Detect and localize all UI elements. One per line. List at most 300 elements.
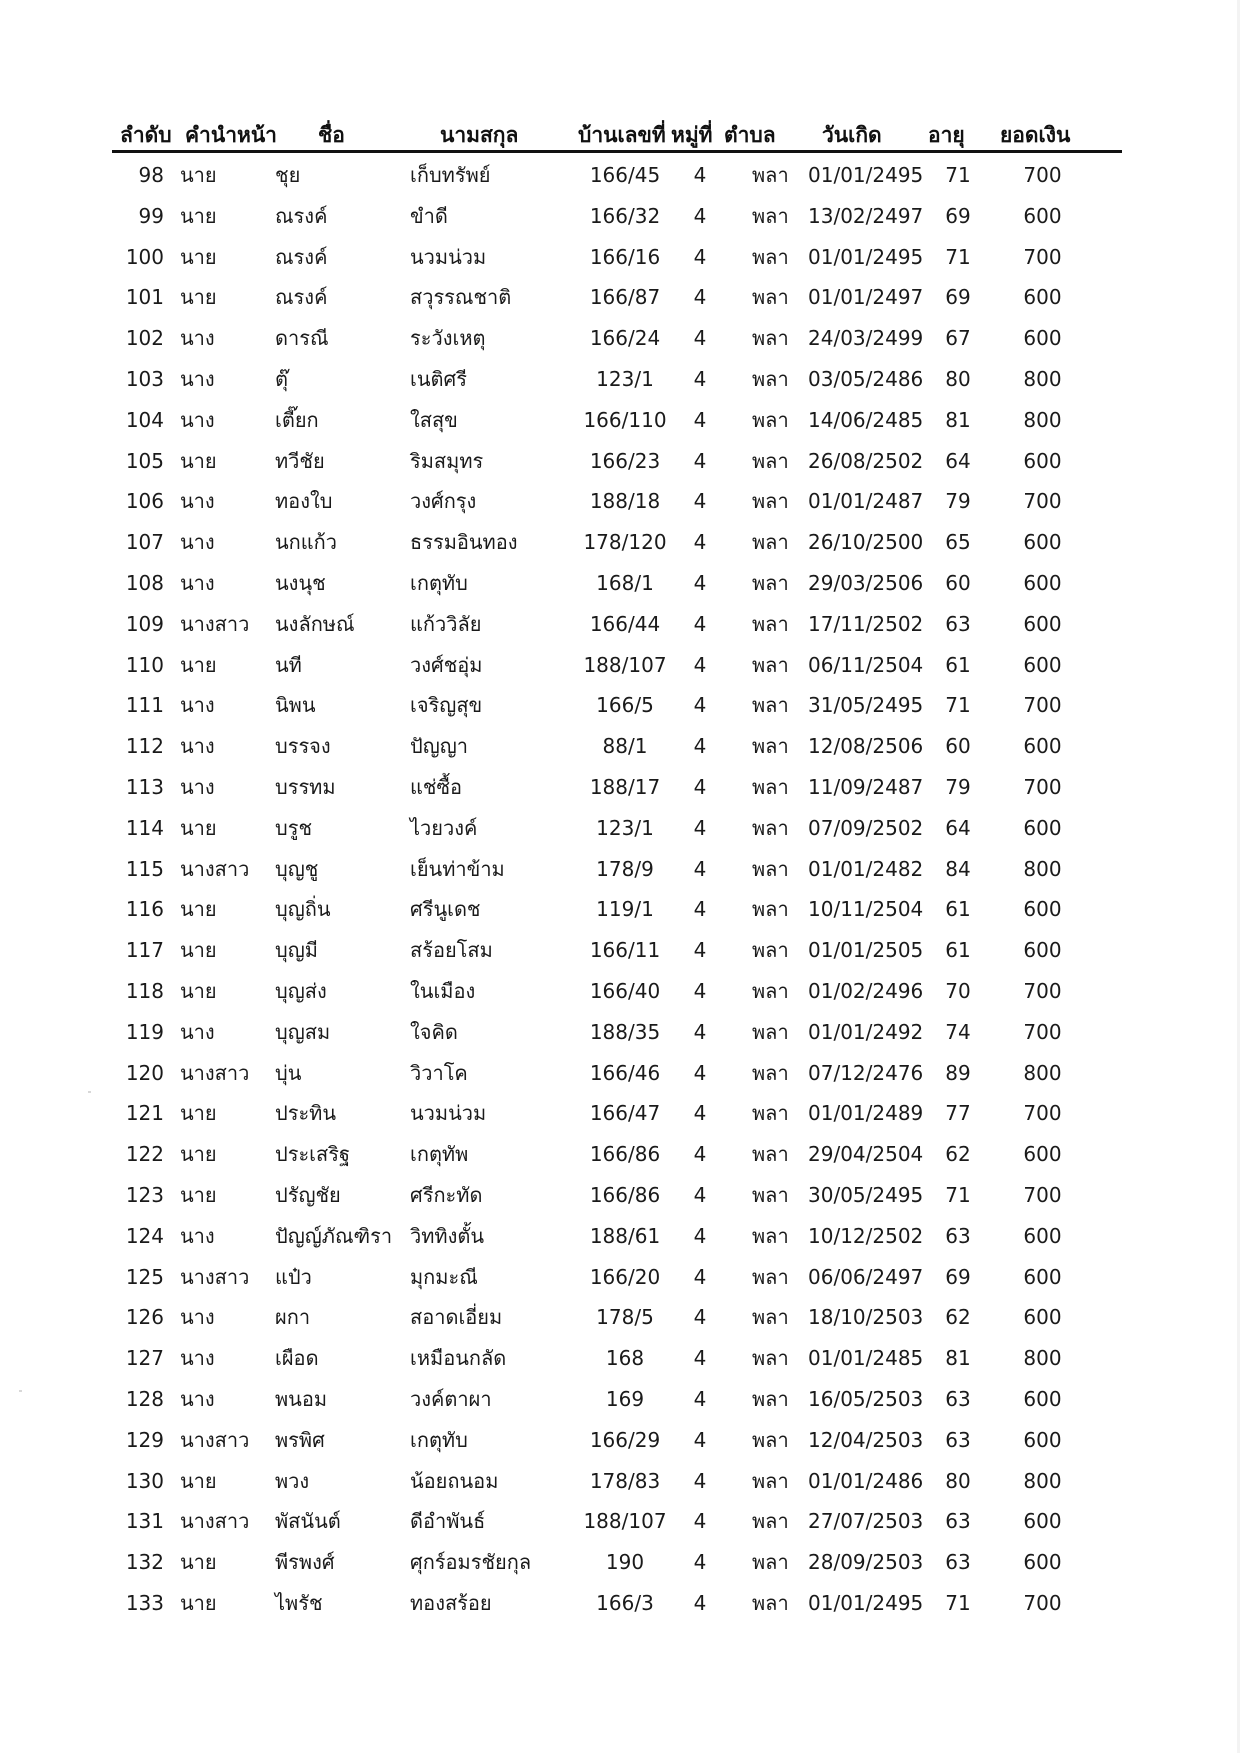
row-prefix: นาง <box>180 1346 215 1371</box>
row-moo: 4 <box>693 1060 707 1085</box>
row-first-name: เผือด <box>275 1346 319 1371</box>
row-dob: 01/01/2495 <box>808 244 924 269</box>
table-row <box>0 1177 1240 1213</box>
row-number: 102 <box>125 326 164 351</box>
scan-speck <box>88 1091 91 1093</box>
row-moo: 4 <box>693 1427 707 1452</box>
table-row <box>0 687 1240 723</box>
row-moo: 4 <box>693 1183 707 1207</box>
row-house-no: 166/86 <box>589 1183 661 1207</box>
row-dob: 29/04/2504 <box>808 1142 924 1167</box>
row-house-no: 166/40 <box>589 979 661 1003</box>
row-house-no: 166/32 <box>589 203 661 228</box>
row-prefix: นาย <box>180 938 217 963</box>
row-age: 61 <box>945 652 971 677</box>
row-last-name: ธรรมอินทอง <box>410 530 518 555</box>
row-amount: 600 <box>1023 326 1062 351</box>
row-house-no: 188/107 <box>583 652 667 677</box>
row-moo: 4 <box>693 489 707 514</box>
table-row <box>0 157 1240 193</box>
row-house-no: 168 <box>605 1346 645 1371</box>
row-prefix: นางสาว <box>180 856 250 881</box>
row-tambon: พลา <box>752 815 789 840</box>
row-first-name: บรรจง <box>275 734 331 759</box>
row-prefix: นาง <box>180 326 215 351</box>
row-amount: 600 <box>1023 897 1062 922</box>
row-last-name: ระวังเหตุ <box>410 326 486 351</box>
row-prefix: นางสาว <box>180 1060 250 1085</box>
row-number: 121 <box>125 1101 164 1126</box>
row-first-name: พีรพงศ์ <box>275 1550 335 1575</box>
row-age: 62 <box>945 1305 971 1330</box>
row-number: 109 <box>125 611 164 636</box>
row-house-no: 166/46 <box>589 1060 661 1085</box>
table-row <box>0 1585 1240 1621</box>
row-tambon: พลา <box>752 1550 789 1575</box>
row-tambon: พลา <box>752 1387 789 1411</box>
row-number: 122 <box>125 1142 164 1167</box>
row-prefix: นางสาว <box>180 1264 250 1289</box>
row-house-no: 166/24 <box>589 326 661 351</box>
row-prefix: นาง <box>180 1387 215 1411</box>
row-moo: 4 <box>693 1591 707 1615</box>
row-house-no: 119/1 <box>596 897 654 922</box>
row-amount: 800 <box>1023 1468 1062 1493</box>
row-last-name: เนติศรี <box>410 367 467 391</box>
row-dob: 12/04/2503 <box>808 1427 924 1452</box>
row-prefix: นาย <box>180 1101 217 1126</box>
row-prefix: นางสาว <box>180 611 250 636</box>
row-first-name: ไพรัช <box>275 1591 323 1615</box>
row-age: 60 <box>945 734 971 759</box>
row-dob: 24/03/2499 <box>808 326 924 351</box>
row-amount: 700 <box>1023 1019 1062 1044</box>
row-first-name: ประเสริฐ <box>275 1142 350 1167</box>
row-last-name: ศรีกะทัด <box>410 1183 483 1207</box>
table-row <box>0 973 1240 1009</box>
row-tambon: พลา <box>752 448 789 473</box>
row-number: 118 <box>125 979 164 1003</box>
row-dob: 27/07/2503 <box>808 1509 924 1534</box>
row-number: 98 <box>138 163 164 187</box>
row-dob: 01/01/2505 <box>808 938 924 963</box>
row-moo: 4 <box>693 1305 707 1330</box>
row-amount: 800 <box>1023 1060 1062 1085</box>
row-dob: 28/09/2503 <box>808 1550 924 1575</box>
table-row <box>0 239 1240 275</box>
row-dob: 10/11/2504 <box>808 897 924 922</box>
row-first-name: บุญสม <box>275 1019 331 1044</box>
row-tambon: พลา <box>752 1427 789 1452</box>
row-tambon: พลา <box>752 1591 789 1615</box>
row-age: 63 <box>945 1509 971 1534</box>
row-moo: 4 <box>693 326 707 351</box>
row-last-name: วงศ์กรุง <box>410 489 477 514</box>
row-first-name: ดารณี <box>275 326 329 351</box>
row-first-name: ณรงค์ <box>275 285 328 310</box>
row-moo: 4 <box>693 856 707 881</box>
row-moo: 4 <box>693 815 707 840</box>
row-age: 69 <box>945 1264 971 1289</box>
row-prefix: นาย <box>180 163 217 187</box>
row-number: 100 <box>125 244 164 269</box>
table-row <box>0 769 1240 805</box>
table-row <box>0 891 1240 927</box>
row-age: 63 <box>945 1550 971 1575</box>
row-dob: 01/01/2492 <box>808 1019 924 1044</box>
row-house-no: 168/1 <box>596 571 654 595</box>
row-first-name: นิพน <box>275 693 316 718</box>
row-moo: 4 <box>693 938 707 963</box>
row-moo: 4 <box>693 734 707 759</box>
row-tambon: พลา <box>752 775 789 799</box>
row-prefix: นาง <box>180 407 215 432</box>
row-house-no: 178/83 <box>589 1468 661 1493</box>
row-amount: 700 <box>1023 1591 1062 1615</box>
row-dob: 31/05/2495 <box>808 693 924 718</box>
row-first-name: นงลักษณ์ <box>275 611 355 636</box>
row-age: 62 <box>945 1142 971 1167</box>
row-first-name: บรูช <box>275 815 313 840</box>
header-last-name: นามสกุล <box>440 123 519 147</box>
row-moo: 4 <box>693 163 707 187</box>
row-house-no: 178/5 <box>596 1305 654 1330</box>
row-last-name: สร้อยโสม <box>410 938 493 963</box>
row-first-name: บุญมี <box>275 938 318 963</box>
row-last-name: นวมน่วม <box>410 244 487 269</box>
row-number: 131 <box>125 1509 164 1534</box>
row-tambon: พลา <box>752 1468 789 1493</box>
row-last-name: ไวยวงค์ <box>410 815 478 840</box>
row-amount: 700 <box>1023 979 1062 1003</box>
row-first-name: ผกา <box>275 1305 311 1330</box>
row-house-no: 166/110 <box>583 407 667 432</box>
row-last-name: แก้ววิลัย <box>410 611 482 636</box>
row-tambon: พลา <box>752 1264 789 1289</box>
row-last-name: เหมือนกลัด <box>410 1346 507 1371</box>
table-row <box>0 1463 1240 1499</box>
row-prefix: นาง <box>180 571 215 595</box>
table-row <box>0 198 1240 234</box>
table-row <box>0 402 1240 438</box>
row-dob: 01/01/2495 <box>808 1591 924 1615</box>
table-row <box>0 1055 1240 1091</box>
row-number: 110 <box>125 652 164 677</box>
row-dob: 06/11/2504 <box>808 652 924 677</box>
row-amount: 600 <box>1023 815 1062 840</box>
row-prefix: นาย <box>180 1591 217 1615</box>
row-moo: 4 <box>693 571 707 595</box>
table-row <box>0 483 1240 519</box>
row-first-name: บุญส่ง <box>275 979 327 1003</box>
row-prefix: นาย <box>180 244 217 269</box>
row-prefix: นาย <box>180 1468 217 1493</box>
row-moo: 4 <box>693 611 707 636</box>
row-prefix: นาง <box>180 1223 215 1248</box>
row-first-name: บุ่น <box>275 1060 302 1085</box>
row-last-name: ดีอำพันธ์ <box>410 1509 486 1534</box>
row-last-name: เก็บทรัพย์ <box>410 163 491 187</box>
row-prefix: นาย <box>180 815 217 840</box>
row-age: 79 <box>945 489 971 514</box>
row-moo: 4 <box>693 979 707 1003</box>
row-amount: 600 <box>1023 571 1062 595</box>
row-tambon: พลา <box>752 693 789 718</box>
row-first-name: พวง <box>275 1468 310 1493</box>
row-age: 71 <box>945 244 971 269</box>
row-house-no: 166/44 <box>589 611 661 636</box>
row-moo: 4 <box>693 1142 707 1167</box>
table-row <box>0 647 1240 683</box>
row-age: 69 <box>945 285 971 310</box>
row-amount: 600 <box>1023 1305 1062 1330</box>
table-row <box>0 443 1240 479</box>
row-age: 70 <box>945 979 971 1003</box>
row-tambon: พลา <box>752 1101 789 1126</box>
row-first-name: นกแก้ว <box>275 530 338 555</box>
row-prefix: นาง <box>180 734 215 759</box>
table-row <box>0 932 1240 968</box>
row-number: 101 <box>125 285 164 310</box>
row-prefix: นางสาว <box>180 1427 250 1452</box>
row-number: 123 <box>125 1183 164 1207</box>
header-tambon: ตำบล <box>724 123 776 147</box>
row-tambon: พลา <box>752 285 789 310</box>
row-dob: 26/08/2502 <box>808 448 924 473</box>
row-amount: 700 <box>1023 775 1062 799</box>
row-age: 71 <box>945 1183 971 1207</box>
row-age: 69 <box>945 203 971 228</box>
row-house-no: 166/45 <box>589 163 661 187</box>
row-house-no: 166/3 <box>596 1591 654 1615</box>
row-tambon: พลา <box>752 407 789 432</box>
row-age: 63 <box>945 611 971 636</box>
row-amount: 600 <box>1023 652 1062 677</box>
row-number: 117 <box>125 938 164 963</box>
row-number: 114 <box>125 815 164 840</box>
row-house-no: 188/61 <box>589 1223 661 1248</box>
row-age: 61 <box>945 938 971 963</box>
row-first-name: พัสนันต์ <box>275 1509 341 1534</box>
row-first-name: บุญถิ่น <box>275 897 331 922</box>
row-age: 64 <box>945 815 971 840</box>
row-tambon: พลา <box>752 611 789 636</box>
row-first-name: บุญชู <box>275 856 319 881</box>
row-first-name: นงนุช <box>275 571 326 595</box>
row-amount: 800 <box>1023 1346 1062 1371</box>
row-house-no: 166/47 <box>589 1101 661 1126</box>
row-amount: 600 <box>1023 611 1062 636</box>
header-first-name: ชื่อ <box>318 123 345 147</box>
table-row <box>0 1259 1240 1295</box>
row-tambon: พลา <box>752 244 789 269</box>
row-moo: 4 <box>693 897 707 922</box>
row-dob: 12/08/2506 <box>808 734 924 759</box>
row-number: 113 <box>125 775 164 799</box>
row-moo: 4 <box>693 775 707 799</box>
table-row <box>0 810 1240 846</box>
row-tambon: พลา <box>752 1305 789 1330</box>
header-prefix: คำนำหน้า <box>185 123 277 147</box>
row-first-name: ตุ๊ <box>275 367 288 391</box>
row-house-no: 166/11 <box>589 938 661 963</box>
row-amount: 600 <box>1023 1427 1062 1452</box>
row-last-name: ริมสมุทร <box>410 448 484 473</box>
row-house-no: 88/1 <box>602 734 648 759</box>
table-row <box>0 1136 1240 1172</box>
row-last-name: วงค์ตาผา <box>410 1387 492 1411</box>
row-dob: 18/10/2503 <box>808 1305 924 1330</box>
row-amount: 600 <box>1023 285 1062 310</box>
row-age: 81 <box>945 1346 971 1371</box>
row-first-name: ชุย <box>275 163 301 187</box>
row-moo: 4 <box>693 407 707 432</box>
row-first-name: พนอม <box>275 1387 328 1411</box>
table-row <box>0 1340 1240 1376</box>
row-age: 89 <box>945 1060 971 1085</box>
row-last-name: ศุกร์อมรชัยกุล <box>410 1550 532 1575</box>
row-first-name: ปัญญ์ภัณฑิรา <box>275 1223 393 1248</box>
table-row <box>0 1014 1240 1050</box>
row-dob: 01/01/2485 <box>808 1346 924 1371</box>
row-prefix: นาย <box>180 203 217 228</box>
row-amount: 600 <box>1023 1509 1062 1534</box>
row-number: 104 <box>125 407 164 432</box>
header-moo: หมู่ที่ <box>671 123 713 147</box>
row-amount: 800 <box>1023 367 1062 391</box>
row-age: 67 <box>945 326 971 351</box>
row-dob: 01/01/2495 <box>808 163 924 187</box>
row-dob: 11/09/2487 <box>808 775 924 799</box>
table-row <box>0 1422 1240 1458</box>
row-prefix: นาง <box>180 1019 215 1044</box>
row-tambon: พลา <box>752 1142 789 1167</box>
header-dob: วันเกิด <box>822 123 882 147</box>
row-tambon: พลา <box>752 367 789 391</box>
row-amount: 700 <box>1023 489 1062 514</box>
row-moo: 4 <box>693 1101 707 1126</box>
row-first-name: ทวีชัย <box>275 448 325 473</box>
row-first-name: บรรทม <box>275 775 336 799</box>
row-last-name: เกตุทับ <box>410 1427 468 1452</box>
row-age: 74 <box>945 1019 971 1044</box>
table-row <box>0 524 1240 560</box>
row-dob: 07/12/2476 <box>808 1060 924 1085</box>
row-number: 124 <box>125 1223 164 1248</box>
row-tambon: พลา <box>752 203 789 228</box>
row-tambon: พลา <box>752 652 789 677</box>
row-prefix: นาง <box>180 1305 215 1330</box>
row-last-name: มุกมะณี <box>410 1264 478 1289</box>
row-amount: 600 <box>1023 530 1062 555</box>
row-dob: 01/01/2487 <box>808 489 924 514</box>
row-house-no: 166/87 <box>589 285 661 310</box>
row-prefix: นาง <box>180 367 215 391</box>
row-last-name: นวมน่วม <box>410 1101 487 1126</box>
row-tambon: พลา <box>752 856 789 881</box>
row-first-name: ณรงค์ <box>275 244 328 269</box>
row-amount: 800 <box>1023 407 1062 432</box>
row-house-no: 166/20 <box>589 1264 661 1289</box>
table-row <box>0 728 1240 764</box>
row-tambon: พลา <box>752 1019 789 1044</box>
row-moo: 4 <box>693 652 707 677</box>
row-moo: 4 <box>693 203 707 228</box>
row-dob: 29/03/2506 <box>808 571 924 595</box>
row-tambon: พลา <box>752 571 789 595</box>
row-amount: 700 <box>1023 693 1062 718</box>
row-last-name: ในเมือง <box>410 979 476 1003</box>
table-row <box>0 320 1240 356</box>
row-last-name: ปัญญา <box>410 734 469 759</box>
row-number: 120 <box>125 1060 164 1085</box>
row-moo: 4 <box>693 1509 707 1534</box>
row-age: 65 <box>945 530 971 555</box>
row-house-no: 166/86 <box>589 1142 661 1167</box>
row-moo: 4 <box>693 285 707 310</box>
row-tambon: พลา <box>752 326 789 351</box>
row-tambon: พลา <box>752 489 789 514</box>
row-amount: 600 <box>1023 1264 1062 1289</box>
row-number: 125 <box>125 1264 164 1289</box>
row-moo: 4 <box>693 1468 707 1493</box>
row-first-name: แป๋ว <box>275 1264 312 1289</box>
row-number: 99 <box>138 203 164 228</box>
row-moo: 4 <box>693 448 707 473</box>
row-last-name: เย็นท่าข้าม <box>410 856 505 881</box>
row-number: 112 <box>125 734 164 759</box>
row-number: 127 <box>125 1346 164 1371</box>
row-amount: 600 <box>1023 1223 1062 1248</box>
row-age: 64 <box>945 448 971 473</box>
row-moo: 4 <box>693 530 707 555</box>
table-row <box>0 279 1240 315</box>
row-moo: 4 <box>693 367 707 391</box>
row-amount: 600 <box>1023 203 1062 228</box>
row-number: 106 <box>125 489 164 514</box>
row-house-no: 178/9 <box>596 856 654 881</box>
row-prefix: นาย <box>180 652 217 677</box>
row-last-name: ทองสร้อย <box>410 1591 492 1615</box>
row-prefix: นาย <box>180 1183 217 1207</box>
row-dob: 01/01/2486 <box>808 1468 924 1493</box>
row-amount: 600 <box>1023 734 1062 759</box>
row-dob: 01/02/2496 <box>808 979 924 1003</box>
row-amount: 600 <box>1023 1142 1062 1167</box>
row-age: 71 <box>945 693 971 718</box>
row-tambon: พลา <box>752 530 789 555</box>
row-house-no: 178/120 <box>583 530 667 555</box>
row-prefix: นาย <box>180 897 217 922</box>
table-row <box>0 565 1240 601</box>
row-amount: 700 <box>1023 1101 1062 1126</box>
row-age: 60 <box>945 571 971 595</box>
row-amount: 600 <box>1023 1387 1062 1411</box>
row-dob: 01/01/2497 <box>808 285 924 310</box>
row-age: 61 <box>945 897 971 922</box>
row-first-name: ปรัญชัย <box>275 1183 341 1207</box>
row-last-name: สวุรรณชาติ <box>410 285 512 310</box>
table-row <box>0 1503 1240 1539</box>
row-moo: 4 <box>693 1387 707 1411</box>
row-age: 81 <box>945 407 971 432</box>
row-tambon: พลา <box>752 1509 789 1534</box>
row-house-no: 166/29 <box>589 1427 661 1452</box>
row-house-no: 188/107 <box>583 1509 667 1534</box>
row-first-name: ประทิน <box>275 1101 337 1126</box>
row-number: 115 <box>125 856 164 881</box>
row-last-name: เกตุทัพ <box>410 1142 469 1167</box>
